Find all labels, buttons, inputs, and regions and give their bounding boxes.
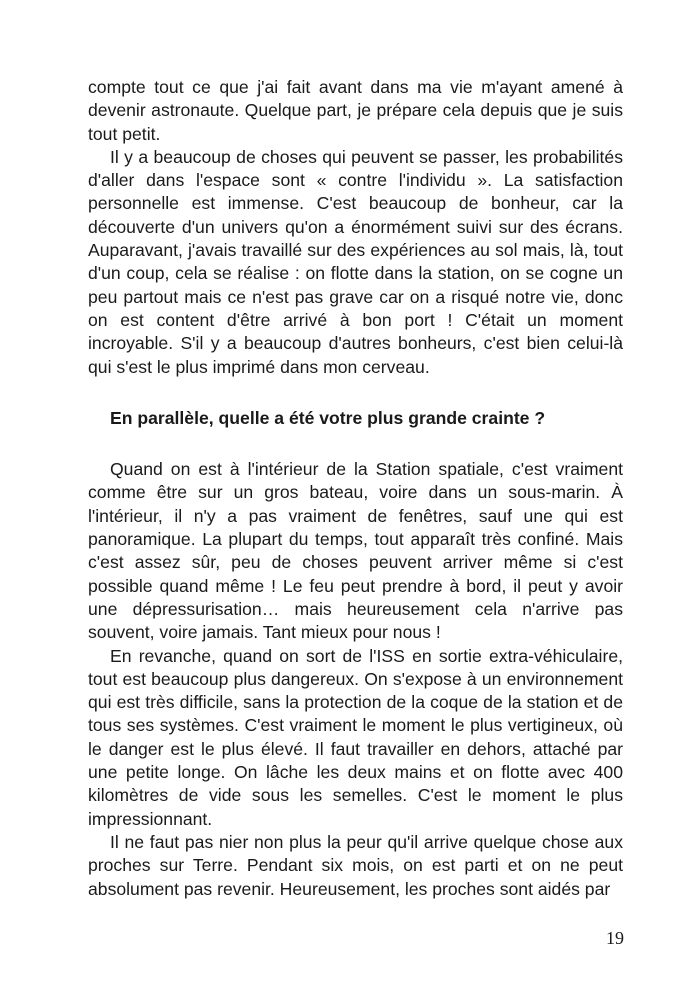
page-body — [88, 76, 623, 901]
paragraph: Quand on est à l'intérieur de la Station spatiale, c'est vraiment comme être sur un gros bateau, voire dans un sous-marin. À l'intérieur, il n'y a pas vraiment de fenêtres, sauf une qui est panoramique. La plupart du temps, tout apparaît très confiné. Mais c'est assez sûr, peu de choses peuvent arriver même si c'est possible quand même ! Le feu peut prendre à bord, il peut y avoir une dépressurisation… mais heureusement cela n'arrive pas souvent, voire jamais. Tant mieux pour nous ! — [88, 459, 623, 643]
paragraph-continuation: compte tout ce que j'ai fait avant dans ma vie m'ayant amené à devenir astronaute. Quelque part, je prépare cela depuis que je suis tout petit. — [88, 77, 623, 144]
page-number: 19 — [606, 928, 624, 948]
paragraph: En revanche, quand on sort de l'ISS en sortie extra-véhiculaire, tout est beaucoup plus dangereux. On s'expose à un environnement qui est très difficile, sans la protection de la coque de la station et de tous ses systèmes. C'est vraiment le moment le plus vertigineux, où le danger est le plus élevé. Il faut travailler en dehors, attaché par une petite longe. On lâche les deux mains et on flotte avec 400 kilomètres de vide sous les semelles. C'est le moment le plus impressionnant. — [88, 645, 623, 829]
paragraph: Il y a beaucoup de choses qui peuvent se passer, les probabilités d'aller dans l'espace sont « contre l'individu ». La satisfaction personnelle est immense. C'est beaucoup de bonheur, car la découverte d'un univers qu'on a énormément suivi sur des écrans. Auparavant, j'avais travaillé sur des expériences au sol mais, là, tout d'un coup, cela se réalise : on flotte dans la station, on se cogne un peu partout mais ce n'est pas grave car on a risqué notre vie, donc on est content d'être arrivé à bon port ! C'était un moment incroyable. S'il y a beaucoup d'autres bonheurs, c'est bien celui-là qui s'est le plus imprimé dans mon cerveau. — [88, 146, 623, 377]
paragraph: Il ne faut pas nier non plus la peur qu'il arrive quelque chose aux proches sur Terre. Pendant six mois, on est parti et on ne peut absolument pas revenir. Heureusement, les proches sont aidés par — [88, 831, 623, 899]
interview-question: En parallèle, quelle a été votre plus grande crainte ? — [110, 407, 546, 428]
